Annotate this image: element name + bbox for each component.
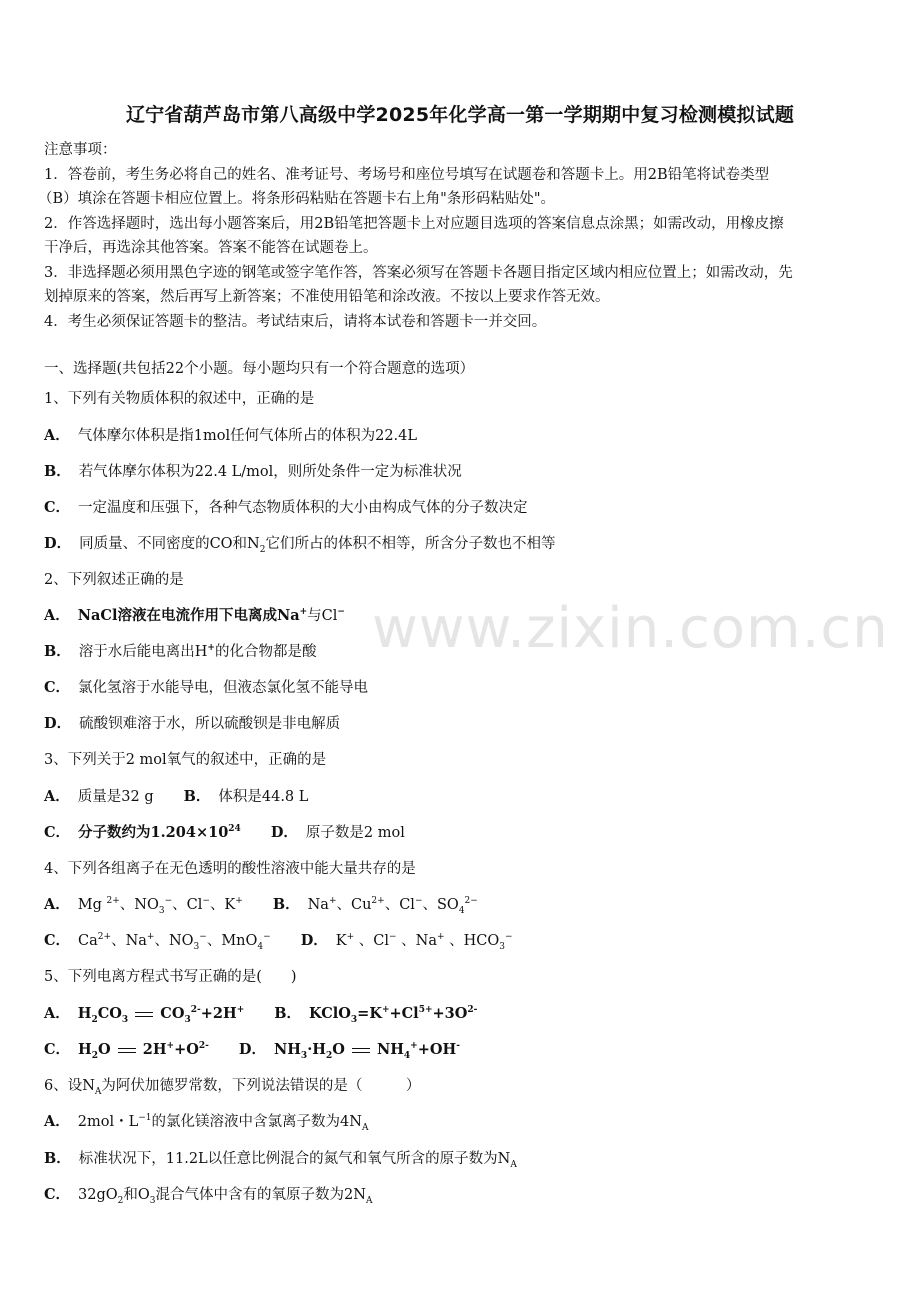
option-letter: B． [44, 643, 71, 660]
option-a[interactable]: A． $H_2CO_3$ $CO_3^{2-}+2H^+$ [44, 1005, 245, 1025]
option-d[interactable] [271, 825, 405, 841]
notes-heading: 注意事项： [44, 142, 117, 158]
option-c[interactable]: C． $Ca^{2+}$、Na+、$NO_3^-$、MnO$_4$− [44, 932, 271, 952]
option-a[interactable]: A． 2mol・$L^{-1}$的氯化镁溶液中含氯离子数为$4N_A$ [44, 1113, 369, 1133]
question-stem: 5、下列电离方程式书写正确的是( ) [44, 969, 297, 985]
option-c[interactable]: C． $32gO_2$和$O_3$混合气体中含有的氧原子数为$2N_A$ [44, 1186, 373, 1206]
option-letter: D． [238, 1041, 266, 1058]
option-c[interactable] [44, 825, 241, 841]
option-row-cd [44, 821, 405, 842]
option-text: 质量是32 g [77, 789, 154, 805]
option-row-cd [44, 929, 513, 952]
option-text: 的化合物都是酸 [214, 644, 317, 660]
option-letter: C． [44, 679, 71, 696]
option-row-ab [44, 1002, 477, 1025]
option-letter: B． [44, 1150, 71, 1167]
option-d[interactable]: D． K+ 、Cl− 、Na+ 、$HCO_3^-$ [300, 932, 513, 952]
option-letter: A． [44, 427, 70, 444]
stem-text: 6、设N [44, 1078, 95, 1094]
note-line: 4．考生必须保证答题卡的整洁。考试结束后，请将本试卷和答题卡一并交回。 [44, 314, 547, 330]
option-d[interactable]: D． 同质量、不同密度的CO和$N_2$它们所占的体积不相等，所含分子数也不相等 [44, 535, 556, 555]
option-letter: C． [44, 1041, 71, 1058]
question-stem: 1、下列有关物质体积的叙述中，正确的是 [44, 391, 315, 407]
option-text: 硫酸钡难溶于水，所以硫酸钡是非电解质 [79, 716, 341, 732]
option-text: 混合气体中含有的氧原子数为2N [155, 1187, 366, 1203]
option-letter: D． [44, 715, 72, 732]
option-b[interactable]: B． Na+、$Cu^{2+}$、Cl−、$SO_4^{2-}$ [272, 896, 478, 916]
note-line: 2．作答选择题时，选出每小题答案后，用2B铅笔把答题卡上对应题目选项的答案信息点涂黑；如需改动，用橡皮擦 [44, 216, 784, 232]
option-text: 一定温度和压强下，各种气态物质体积的大小由构成气体的分子数决定 [78, 500, 528, 516]
question-stem: 6、设$N_A$为阿伏加德罗常数，下列说法错误的是（ ） [44, 1078, 421, 1097]
option-text: 和O [123, 1187, 150, 1203]
option-text: 它们所占的体积不相等，所含分子数也不相等 [265, 536, 556, 552]
option-text: 气体摩尔体积是指1mol任何气体所占的体积为22.4L [77, 428, 418, 444]
option-a[interactable]: A． NaCl溶液在电流作用下电离成Na+与Cl− [44, 607, 345, 624]
option-letter: C． [44, 499, 71, 516]
option-letter: A． [44, 607, 70, 624]
option-text: 分子数约为1.204×10 [78, 824, 229, 841]
option-letter: C． [44, 824, 71, 841]
option-letter: C． [44, 932, 71, 949]
question-stem: 3、下列关于2 mol氧气的叙述中，正确的是 [44, 752, 327, 768]
option-letter: A． [44, 896, 70, 913]
option-row-ab [44, 893, 478, 916]
stem-text: 为阿伏加德罗常数，下列说法错误的是（ ） [101, 1078, 421, 1094]
option-text: 标准状况下，11.2L以任意比例混合的氮气和氧气所含的原子数为N [78, 1151, 511, 1167]
option-letter: B． [274, 1005, 301, 1022]
question-stem: 4、下列各组离子在无色透明的酸性溶液中能大量共存的是 [44, 861, 416, 877]
option-text: 2mol・L [77, 1114, 139, 1130]
option-row-ab [44, 785, 308, 806]
option-b[interactable]: B． 标准状况下，11.2L以任意比例混合的氮气和氧气所含的原子数为$N_A$ [44, 1150, 517, 1170]
page-title: 辽宁省葫芦岛市第八高级中学2025年化学高一第一学期期中复习检测模拟试题 [125, 104, 795, 126]
option-row-cd [44, 1038, 460, 1061]
option-b[interactable] [44, 460, 462, 481]
option-text: 的氯化镁溶液中含氯离子数为4N [151, 1114, 362, 1130]
option-text: 若气体摩尔体积为22.4 L/mol，则所处条件一定为标准状况 [78, 464, 462, 480]
option-letter: D． [44, 535, 72, 552]
option-c[interactable]: C． $H_2O$ $2H^++O^{2-}$ [44, 1041, 209, 1061]
note-line: 干净后，再选涂其他答案。答案不能答在试题卷上。 [44, 240, 378, 256]
option-letter: A． [44, 1005, 70, 1022]
option-letter: C． [44, 1186, 71, 1203]
option-text: NaCl溶液在电流作用下电离成Na [77, 607, 300, 624]
option-letter: B． [44, 463, 71, 480]
option-a[interactable] [44, 789, 154, 805]
watermark: www.zixin.com.cn [372, 596, 889, 661]
option-c[interactable] [44, 676, 368, 697]
option-letter: D． [300, 932, 328, 949]
option-b[interactable] [184, 789, 309, 805]
option-text: 溶于水后能电离出H [78, 644, 208, 660]
exponent: 24 [228, 824, 241, 835]
option-text: 氯化氢溶于水能导电，但液态氯化氢不能导电 [78, 680, 369, 696]
option-letter: A． [44, 788, 70, 805]
option-text: 体积是44.8 L [218, 789, 309, 805]
note-line: 3．非选择题必须用黑色字迹的钢笔或签字笔作答，答案必须写在答题卡各题目指定区域内相应位置上；如需改动，先 [44, 265, 793, 281]
option-a[interactable] [44, 424, 417, 445]
option-text: 与Cl [307, 608, 338, 624]
option-letter: B． [183, 788, 211, 805]
note-line: 1．答卷前，考生务必将自己的姓名、准考证号、考场号和座位号填写在试题卷和答题卡上。用2B铅笔将试卷类型 [44, 167, 770, 183]
note-line: 划掉原来的答案，然后再写上新答案；不准使用铅笔和涂改液。不按以上要求作答无效。 [44, 289, 610, 305]
note-line: （B）填涂在答题卡相应位置上。将条形码粘贴在答题卡右上角"条形码粘贴处"。 [38, 191, 555, 207]
option-letter: D． [270, 824, 298, 841]
section-heading: 一、选择题(共包括22个小题。每小题均只有一个符合题意的选项） [44, 361, 475, 377]
option-c[interactable] [44, 496, 528, 517]
option-a[interactable]: A． Mg $^{2+}$、$NO_3^-$、Cl−、K+ [44, 896, 243, 916]
option-letter: A． [44, 1113, 70, 1130]
option-b[interactable]: B． 溶于水后能电离出H+的化合物都是酸 [44, 643, 317, 660]
option-d[interactable] [44, 712, 340, 733]
option-letter: B． [272, 896, 300, 913]
question-stem: 2、下列叙述正确的是 [44, 572, 184, 588]
option-d[interactable]: D． $NH_3\cdot H_2O$ $NH_4^++OH^-$ [238, 1041, 460, 1061]
option-text: 同质量、不同密度的CO和N [79, 536, 260, 552]
option-text: 原子数是2 mol [305, 825, 405, 841]
option-b[interactable]: B． $KClO_3=K^++Cl^{5+}+3O^{2-}$ [274, 1005, 478, 1025]
option-text: 32gO [78, 1187, 118, 1203]
